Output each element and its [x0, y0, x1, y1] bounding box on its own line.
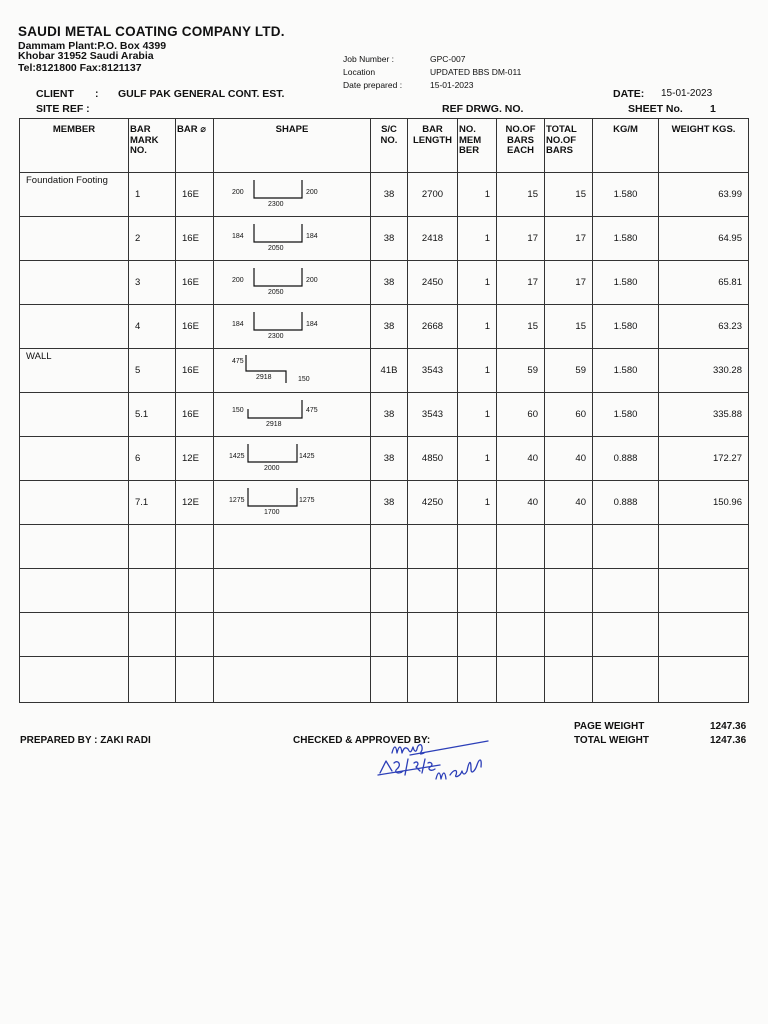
row-sc-no: 38 [383, 233, 395, 244]
signature-scribble [370, 735, 510, 790]
row-bars-each: 59 [527, 365, 538, 376]
row-member: Foundation Footing [26, 175, 108, 186]
approval-signature [370, 735, 510, 795]
row-no-member: 1 [484, 321, 490, 332]
shape-bottom-dim: 2300 [268, 333, 284, 340]
shape-bottom-dim: 2000 [264, 465, 280, 472]
empty-row [20, 613, 749, 657]
row-bar-dia: 16E [182, 189, 199, 200]
bar-shape-diagram [220, 441, 368, 479]
checked-approved-by: CHECKED & APPROVED BY: [293, 735, 431, 746]
row-kgm: 1.580 [613, 233, 638, 244]
table-row [20, 305, 749, 349]
row-sc-no: 38 [383, 277, 395, 288]
ref-drwg-label: REF DRWG. NO. [442, 103, 524, 115]
shape-right-dim: 1425 [299, 453, 315, 460]
shape-bottom-dim: 1700 [264, 509, 280, 516]
table-row [20, 349, 749, 393]
row-total-bars: 40 [575, 453, 586, 464]
date-prepared-label: Date prepared : [343, 80, 403, 90]
shape-right-dim: 184 [306, 233, 318, 240]
row-total-bars: 17 [575, 277, 586, 288]
row-sc-no: 38 [383, 453, 395, 464]
bar-shape-diagram [220, 309, 368, 347]
bar-shape-diagram [220, 221, 368, 259]
row-bars-each: 15 [527, 321, 538, 332]
date-prepared-value: 15-01-2023 [430, 80, 474, 90]
shape-left-dim: 184 [232, 233, 244, 240]
row-kgm: 1.580 [613, 321, 638, 332]
date-value: 15-01-2023 [661, 88, 713, 99]
table-row [20, 261, 749, 305]
prepared-by: PREPARED BY : ZAKI RADI [20, 735, 151, 746]
row-no-member: 1 [484, 453, 490, 464]
shape-right-dim: 150 [298, 376, 310, 383]
row-sc-no: 41B [380, 365, 398, 376]
row-bar-mark: 5.1 [135, 409, 149, 420]
company-address-1: Dammam Plant:P.O. Box 4399 [18, 40, 167, 52]
table-row [20, 481, 749, 525]
bar-shape-diagram [220, 397, 368, 435]
bar-shape-drawing [220, 485, 368, 523]
row-sc-no: 38 [383, 189, 395, 200]
shape-left-dim: 150 [232, 407, 244, 414]
empty-row [20, 525, 749, 569]
shape-right-dim: 184 [306, 321, 318, 328]
row-no-member: 1 [484, 189, 490, 200]
row-bar-mark: 5 [135, 365, 141, 376]
bar-schedule-table [19, 118, 749, 703]
table-row [20, 173, 749, 217]
client-label: CLIENT [36, 88, 74, 100]
row-bar-dia: 16E [182, 321, 199, 332]
total-weight-value: 1247.36 [710, 735, 747, 746]
shape-right-dim: 200 [306, 277, 318, 284]
row-weight: 172.27 [712, 453, 742, 464]
shape-right-dim: 1275 [299, 497, 315, 504]
row-bar-mark: 2 [135, 233, 141, 244]
row-bar-dia: 16E [182, 233, 199, 244]
row-bar-length: 4850 [421, 453, 444, 464]
row-bar-mark: 6 [135, 453, 141, 464]
client-separator: : [95, 88, 99, 100]
row-member [20, 305, 128, 307]
row-bars-each: 40 [527, 453, 538, 464]
table-row [20, 437, 749, 481]
table-header-row [20, 119, 749, 173]
row-no-member: 1 [484, 233, 490, 244]
row-bar-dia: 12E [182, 453, 199, 464]
bar-shape-drawing [220, 397, 368, 435]
col-member: MEMBER [20, 119, 129, 173]
row-bar-length: 2700 [421, 189, 444, 200]
row-total-bars: 40 [575, 497, 586, 508]
row-bar-length: 2668 [421, 321, 444, 332]
col-sc-no: S/C NO. [371, 119, 408, 173]
location-label: Location [343, 67, 376, 77]
company-name: SAUDI METAL COATING COMPANY LTD. [18, 24, 285, 39]
row-weight: 65.81 [718, 277, 742, 288]
row-sc-no: 38 [383, 321, 395, 332]
table-row [20, 217, 749, 261]
row-kgm: 1.580 [613, 277, 638, 288]
row-total-bars: 15 [575, 189, 586, 200]
row-weight: 63.23 [718, 321, 742, 332]
row-no-member: 1 [484, 497, 490, 508]
row-weight: 150.96 [712, 497, 742, 508]
bar-shape-diagram [220, 265, 368, 303]
shape-bottom-dim: 2918 [266, 421, 282, 428]
shape-left-dim: 1275 [229, 497, 245, 504]
shape-left-dim: 200 [232, 189, 244, 196]
row-total-bars: 15 [575, 321, 586, 332]
row-bar-length: 3543 [421, 409, 444, 420]
total-weight-label: TOTAL WEIGHT [574, 735, 649, 746]
site-ref-label: SITE REF : [36, 103, 90, 115]
row-bars-each: 40 [527, 497, 538, 508]
row-sc-no: 38 [383, 497, 395, 508]
row-no-member: 1 [484, 277, 490, 288]
shape-bottom-dim: 2050 [268, 245, 284, 252]
row-weight: 330.28 [712, 365, 742, 376]
row-kgm: 0.888 [613, 453, 638, 464]
col-bar-length: BAR LENGTH [408, 119, 458, 173]
sheet-label: SHEET No. [628, 103, 683, 115]
row-weight: 63.99 [718, 189, 742, 200]
row-kgm: 1.580 [613, 365, 638, 376]
row-kgm: 1.580 [613, 409, 638, 420]
bar-shape-drawing [220, 177, 368, 215]
row-bar-dia: 16E [182, 277, 199, 288]
sheet-value: 1 [710, 103, 716, 115]
row-member [20, 217, 128, 219]
shape-bottom-dim: 2918 [256, 374, 272, 381]
col-no-member: NO. MEM BER [458, 119, 497, 173]
bar-shape-diagram [220, 177, 368, 215]
row-no-member: 1 [484, 409, 490, 420]
row-bar-dia: 12E [182, 497, 199, 508]
job-number-value: GPC-007 [430, 54, 466, 64]
bar-shape-drawing [220, 265, 368, 303]
shape-left-dim: 1425 [229, 453, 245, 460]
shape-left-dim: 184 [232, 321, 244, 328]
row-member: WALL [26, 351, 52, 362]
row-bar-dia: 16E [182, 409, 199, 420]
row-weight: 335.88 [712, 409, 742, 420]
row-bar-mark: 3 [135, 277, 141, 288]
row-bars-each: 17 [527, 233, 538, 244]
row-bar-dia: 16E [182, 365, 199, 376]
col-no-bars-each: NO.OF BARS EACH [497, 119, 545, 173]
row-member [20, 393, 128, 395]
shape-right-dim: 200 [306, 189, 318, 196]
location-value: UPDATED BBS DM-011 [430, 67, 522, 77]
bar-shape-diagram [220, 353, 368, 391]
row-bar-mark: 7.1 [135, 497, 149, 508]
row-bar-length: 2418 [421, 233, 444, 244]
row-no-member: 1 [484, 365, 490, 376]
bar-shape-drawing [220, 441, 368, 479]
empty-row [20, 657, 749, 703]
table-row [20, 393, 749, 437]
page-weight-label: PAGE WEIGHT [574, 721, 645, 732]
row-bar-length: 3543 [421, 365, 444, 376]
row-bars-each: 15 [527, 189, 538, 200]
client-value: GULF PAK GENERAL CONT. EST. [118, 88, 285, 100]
bar-shape-diagram [220, 485, 368, 523]
shape-left-dim: 475 [232, 358, 244, 365]
row-kgm: 1.580 [613, 189, 638, 200]
row-member [20, 261, 128, 263]
row-total-bars: 59 [575, 365, 586, 376]
page-weight-value: 1247.36 [710, 721, 747, 732]
col-weight: WEIGHT KGS. [659, 119, 749, 173]
empty-row [20, 569, 749, 613]
col-shape: SHAPE [214, 119, 371, 173]
shape-right-dim: 475 [306, 407, 318, 414]
col-bar-mark: BAR MARK NO. [129, 119, 176, 173]
row-bar-length: 4250 [421, 497, 444, 508]
row-sc-no: 38 [383, 409, 395, 420]
col-kgm: KG/M [593, 119, 659, 173]
col-total-bars: TOTAL NO.OF BARS [545, 119, 593, 173]
table-body [20, 173, 749, 703]
shape-bottom-dim: 2050 [268, 289, 284, 296]
shape-bottom-dim: 2300 [268, 201, 284, 208]
row-bars-each: 17 [527, 277, 538, 288]
row-member [20, 437, 128, 439]
row-total-bars: 60 [575, 409, 586, 420]
row-bar-mark: 1 [135, 189, 141, 200]
shape-left-dim: 200 [232, 277, 244, 284]
row-bar-mark: 4 [135, 321, 141, 332]
row-weight: 64.95 [718, 233, 742, 244]
company-address-2: Khobar 31952 Saudi Arabia [18, 50, 154, 62]
job-number-label: Job Number : [343, 54, 395, 64]
bar-shape-drawing [220, 221, 368, 259]
company-phone-fax: Tel:8121800 Fax:8121137 [18, 62, 142, 74]
row-bars-each: 60 [527, 409, 538, 420]
row-bar-length: 2450 [421, 277, 444, 288]
row-total-bars: 17 [575, 233, 586, 244]
col-bar-dia: BAR ⌀ [176, 119, 214, 173]
row-kgm: 0.888 [613, 497, 638, 508]
bar-shape-drawing [220, 309, 368, 347]
row-member [20, 481, 128, 483]
date-label: DATE: [613, 88, 645, 100]
